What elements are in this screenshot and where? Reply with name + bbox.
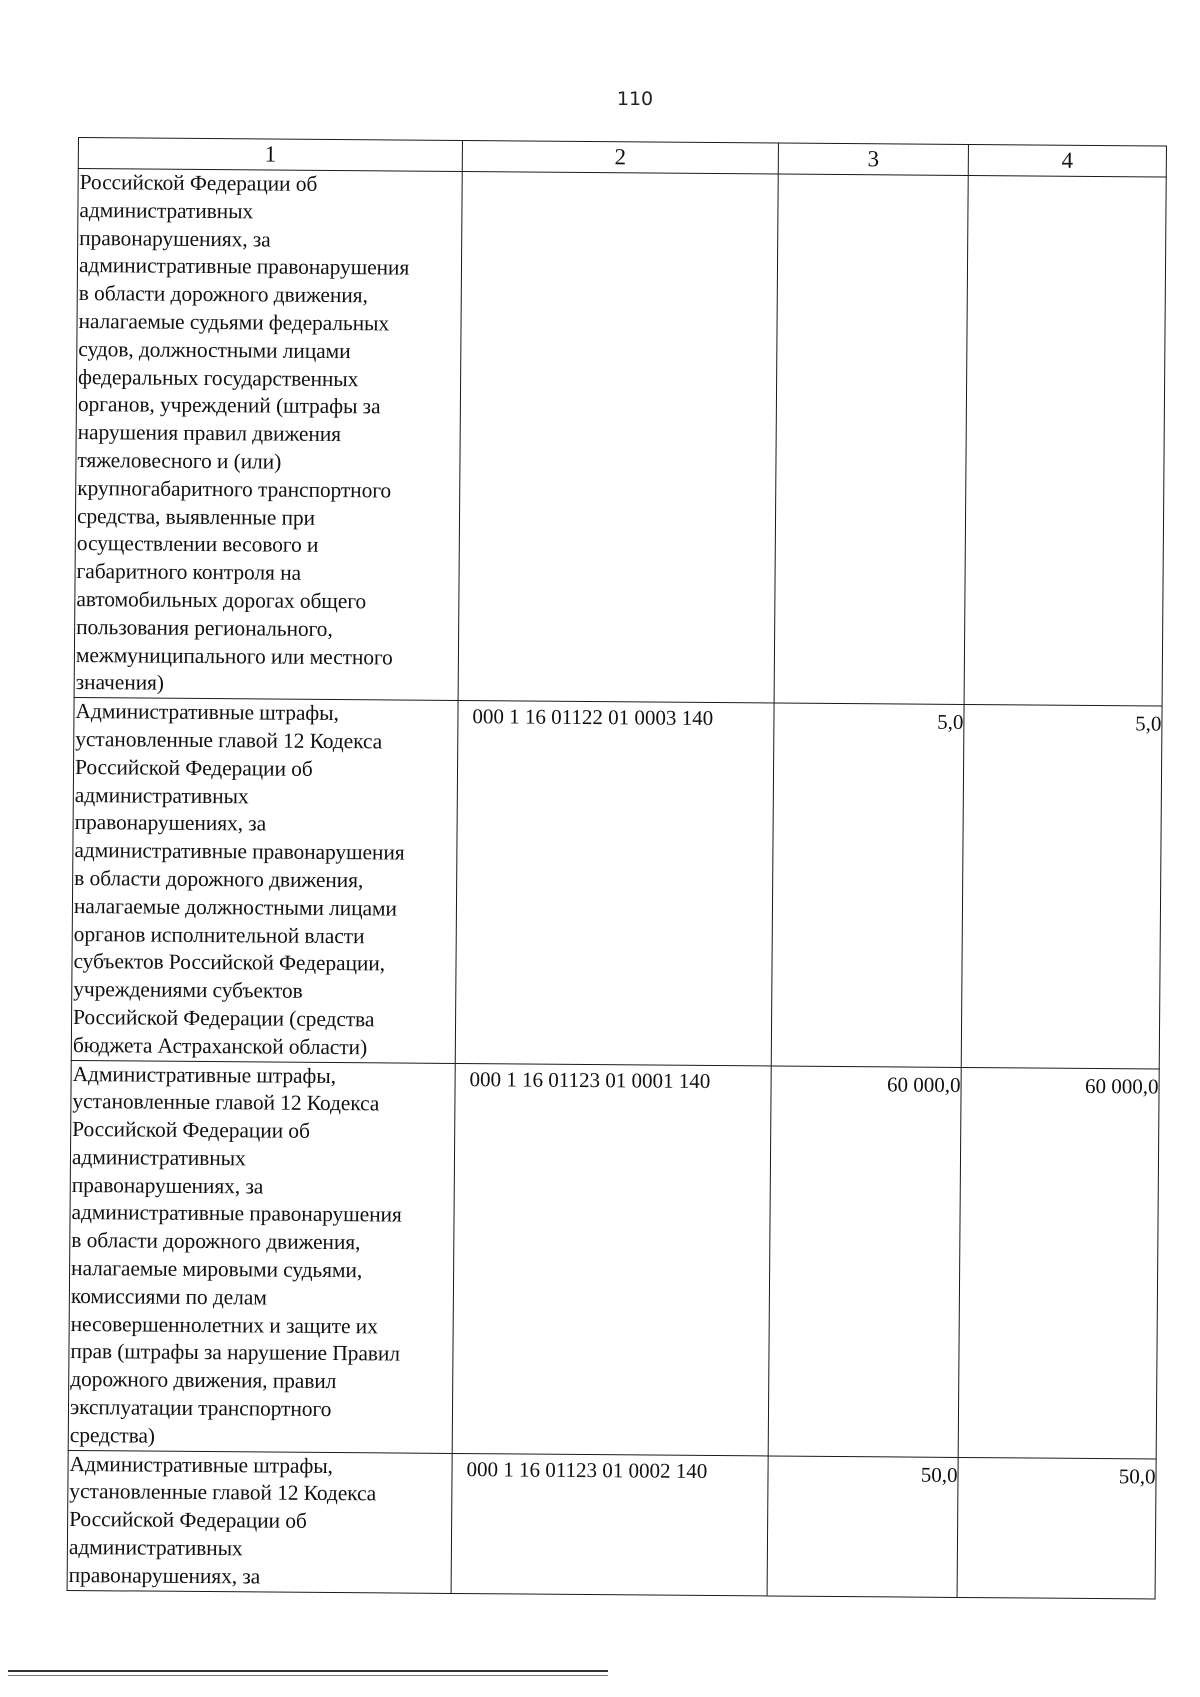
column-header-3: 3	[778, 143, 968, 175]
amount-column-3: 60 000,0	[886, 1071, 961, 1097]
amount-column-4	[969, 176, 1166, 182]
table-row	[68, 1060, 1159, 1459]
row-amount-cell-1	[771, 703, 964, 1067]
column-header-2: 2	[462, 141, 778, 174]
row-description: Административные штрафы, установленные главой 12 Кодекса Российской Федерации об административных правонарушениях, за административные правонарушения в области дорожного движения, налагаемые должностными лицами органов исполнительной власти субъектов Российской Федерации, учреждениями субъектов Российской Федерации (средства бюджета Астраханской области)	[72, 699, 405, 1060]
row-amount-cell-1	[774, 174, 968, 705]
column-header-1: 1	[78, 138, 462, 172]
footer-divider-thin	[8, 1675, 608, 1676]
table-row	[74, 169, 1166, 707]
row-description: Административные штрафы, установленные главой 12 Кодекса Российской Федерации об административных правонарушениях, за	[68, 1451, 377, 1589]
row-amount-cell-1	[768, 1065, 961, 1457]
row-description: Административные штрафы, установленные главой 12 Кодекса Российской Федерации об административных правонарушениях, за административные правонарушения в области дорожного движения, налагаемые мировыми судьями, комиссиями по делам несовершеннолетних и защите их прав (штрафы за нарушение Правил дорожного движения, правил эксплуатации транспортного средства)	[69, 1061, 402, 1448]
amount-column-3: 5,0	[937, 709, 964, 735]
amount-column-4: 60 000,0	[1084, 1073, 1159, 1099]
row-amount-cell-2	[957, 1457, 1156, 1599]
budget-revenue-table	[67, 137, 1167, 1599]
table-row	[67, 1450, 1156, 1599]
column-header-4: 4	[968, 144, 1166, 177]
row-description-cell	[71, 698, 458, 1063]
amount-column-3	[779, 175, 968, 180]
amount-column-4: 5,0	[1135, 711, 1162, 736]
row-description-cell	[74, 169, 462, 701]
revenue-code: 000 1 16 01122 01 0003 140	[472, 704, 714, 731]
amount-column-3: 50,0	[920, 1462, 958, 1487]
amount-column-4: 50,0	[1118, 1463, 1156, 1489]
footer-divider	[8, 1670, 608, 1672]
row-description-cell	[67, 1450, 452, 1593]
table-row	[71, 698, 1162, 1069]
row-code-cell	[452, 1063, 771, 1456]
row-code-cell	[458, 172, 778, 704]
page-number: 110	[616, 88, 654, 110]
revenue-code: 000 1 16 01123 01 0001 140	[469, 1066, 711, 1093]
row-description-cell	[68, 1060, 455, 1453]
row-code-cell	[455, 701, 774, 1066]
row-amount-cell-2	[964, 175, 1166, 706]
row-amount-cell-1	[767, 1456, 958, 1597]
row-amount-cell-2	[958, 1067, 1159, 1459]
revenue-code: 000 1 16 01123 01 0002 140	[466, 1456, 708, 1483]
row-description: Российской Федерации об административных правонарушениях, за административные правонарушения в области дорожного движения, налагаемые судьями федеральных судов, должностными лицами федеральных государственных органов, учреждений (штрафы за нарушения правил движения тяжеловесного и (или) крупногабаритного транспортного средства, выявленные при осуществлении весового и габаритного контроля на автомобильных дорогах общего пользования регионального, межмуниципального или местного значения)	[75, 170, 410, 696]
row-code-cell	[451, 1453, 768, 1595]
revenue-code	[463, 172, 778, 176]
row-amount-cell-2	[961, 705, 1162, 1069]
